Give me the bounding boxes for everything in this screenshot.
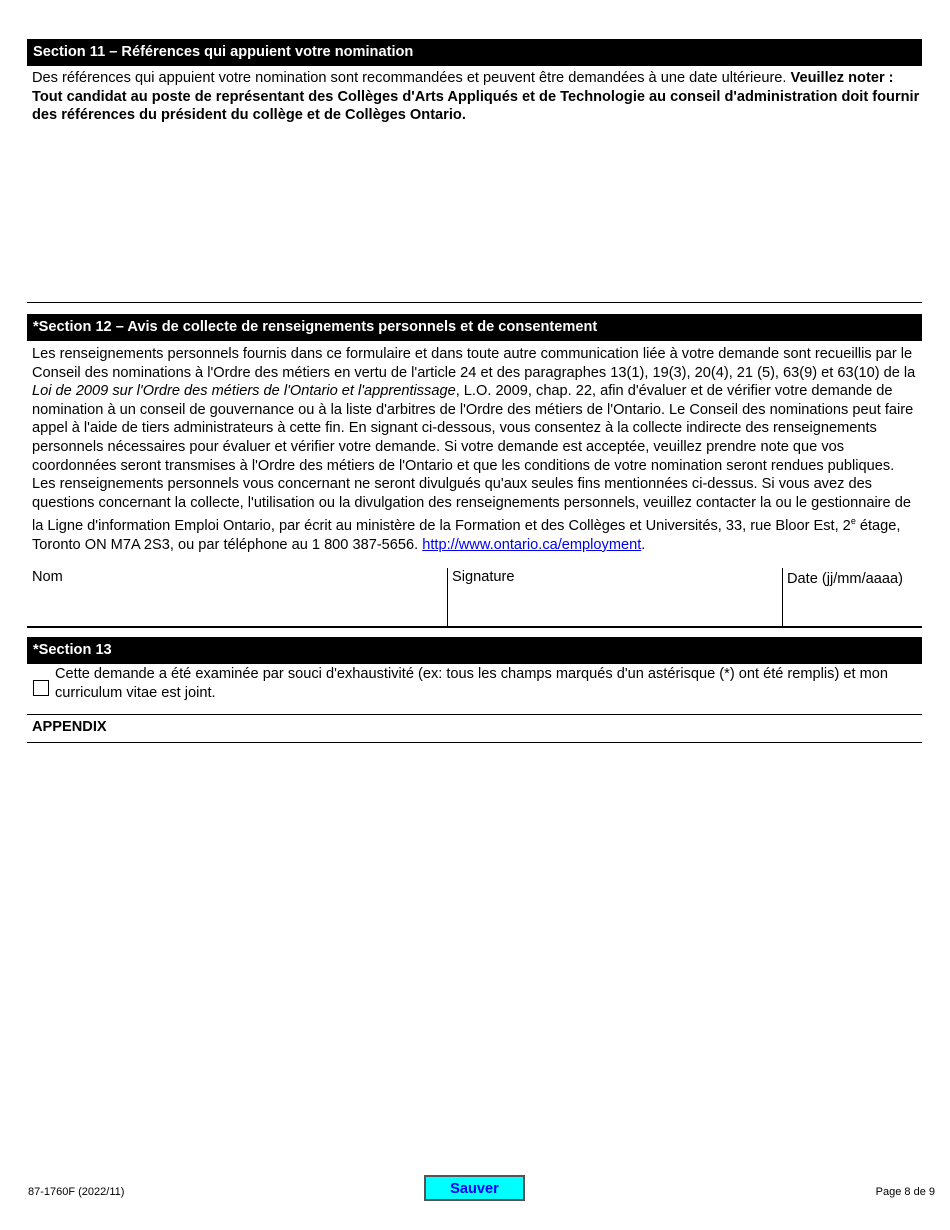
appendix-label: APPENDIX: [32, 719, 107, 735]
section-12-text-part3: étage, Toronto ON M7A 2S3, ou par téléphone au 1 800 387-5656.: [32, 518, 901, 553]
divider: [27, 302, 922, 303]
nom-input[interactable]: [27, 586, 446, 626]
form-number: 87-1760F (2022/11): [28, 1186, 125, 1198]
date-input[interactable]: [783, 588, 921, 626]
section-12-header: *Section 12 – Avis de collecte de renseignements personnels et de consentement: [27, 314, 922, 341]
section-13-header: *Section 13: [27, 637, 922, 664]
section-12-law-title: Loi de 2009 sur l'Ordre des métiers de l'Ontario et l'apprentissage: [32, 383, 456, 400]
section-12-sup: e: [850, 516, 856, 527]
section-11-header: Section 11 – Références qui appuient votre nomination: [27, 39, 922, 66]
completeness-checkbox[interactable]: [33, 680, 49, 696]
section-12-text-part1: Les renseignements personnels fournis dans ce formulaire et dans toute autre communication liée à votre demande sont recueillis par le Conseil des nominations à l'Ordre des métiers en vertu de l'article 24 et des paragraphes 13(1), 19(3), 20(4), 21 (5), 63(9) et 63(10) de la: [32, 346, 916, 381]
section-12-text-end: .: [641, 536, 646, 553]
save-button[interactable]: Sauver: [424, 1175, 525, 1201]
signature-input[interactable]: [448, 586, 781, 626]
completeness-checkbox-label: Cette demande a été examinée par souci d'exhaustivité (ex: tous les champs marqués d'un astérisque (*) ont été remplis) et mon curriculum vitae est joint.: [55, 666, 888, 701]
section-12-text: [32, 345, 920, 554]
section-12-text-part2: , L.O. 2009, chap. 22, afin d'évaluer et de vérifier votre demande de nomination à un conseil de gouvernance ou à la liste d'arbitres de l'Ordre des métiers de l'Ontario. Le Conseil des nominations peut faire appel à l'aide de tiers administrateurs à cette fin. En signant ci-dessous, vous consentez à la collecte indirecte des renseignements personnels nécessaires pour évaluer et vérifier votre demande. Si votre demande est acceptée, veuillez prendre note que vos coordonnées seront transmises à l'Ordre des métiers de l'Ontario et que les conditions de votre nomination seront rendues publiques. Les renseignements personnels vous concernant ne seront divulgués qu'aux seules fins mentionnées ci-dessus. Si vous avez des questions concernant la collecte, l'utilisation ou la divulgation des renseignements personnels, veuillez contacter la ou le gestionnaire de la Ligne d'information Emploi Ontario, par écrit au ministère de la Formation et des Collèges et Universités, 33, rue Bloor Est, 2: [32, 383, 914, 535]
section-11-note: Veuillez noter : Tout candidat au poste de représentant des Collèges d'Arts Appliqués et de Technologie au conseil d'administration doit fournir des références du président du collège et de Collèges Ontario.: [32, 70, 920, 124]
divider: [27, 714, 922, 715]
employment-link[interactable]: http://www.ontario.ca/employment: [422, 536, 642, 553]
date-label: Date (jj/mm/aaaa): [787, 571, 903, 587]
divider: [27, 626, 922, 628]
section-11-text: [32, 69, 920, 125]
nom-label: Nom: [32, 569, 63, 585]
section-11-references-field[interactable]: [27, 130, 922, 300]
section-11-intro: Des références qui appuient votre nomination sont recommandées et peuvent être demandées à une date ultérieure.: [32, 70, 787, 86]
signature-label: Signature: [452, 569, 515, 585]
page-number: Page 8 de 9: [875, 1186, 935, 1198]
divider: [27, 742, 922, 743]
